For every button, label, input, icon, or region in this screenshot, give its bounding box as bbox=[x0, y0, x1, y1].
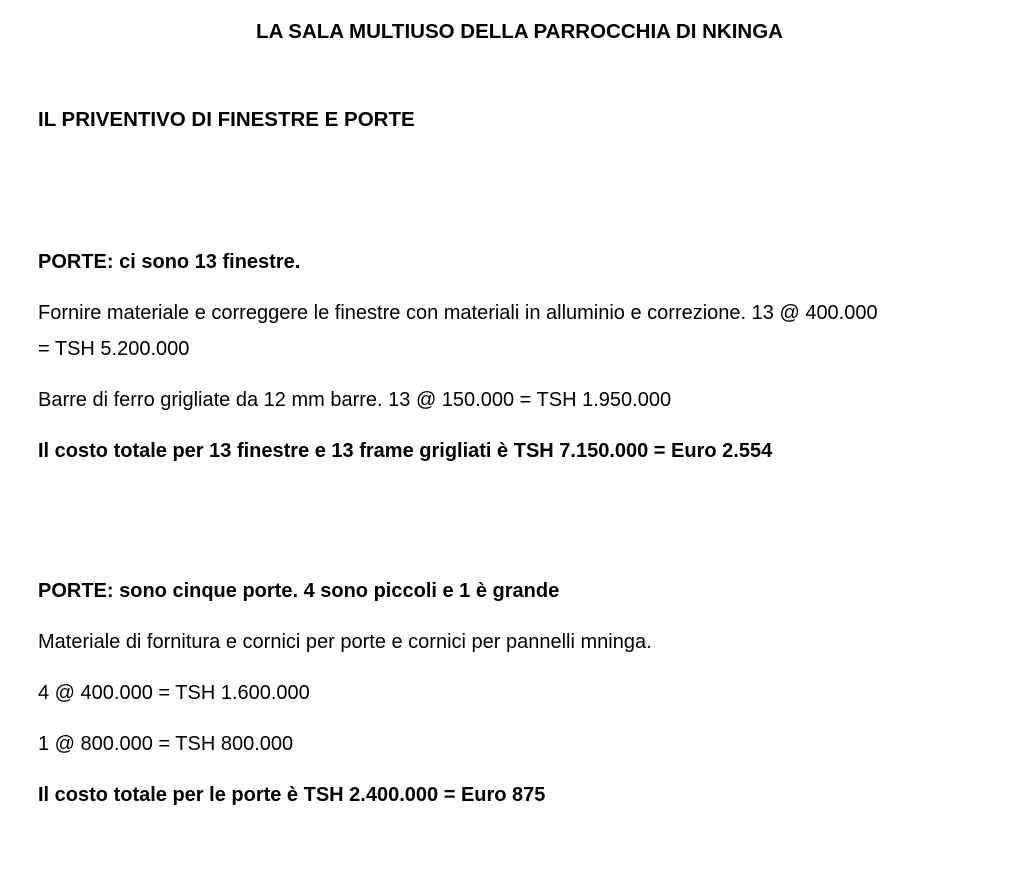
doors-section-heading: PORTE: sono cinque porte. 4 sono piccoli e 1 è grande bbox=[38, 580, 560, 602]
windows-total-line: Il costo totale per 13 finestre e 13 frame grigliati è TSH 7.150.000 = Euro 2.554 bbox=[38, 440, 773, 462]
windows-bars-paragraph: Barre di ferro grigliate da 12 mm barre. 13 @ 150.000 = TSH 1.950.000 bbox=[38, 389, 672, 411]
document-subtitle: IL PRIVENTIVO DI FINESTRE E PORTE bbox=[38, 108, 415, 131]
windows-section-heading: PORTE: ci sono 13 finestre. bbox=[38, 251, 301, 273]
doors-large-door-line: 1 @ 800.000 = TSH 800.000 bbox=[38, 733, 294, 755]
windows-supply-paragraph bbox=[38, 295, 1001, 367]
document-title: LA SALA MULTIUSO DELLA PARROCCHIA DI NKINGA bbox=[256, 20, 783, 43]
windows-supply-line-2: = TSH 5.200.000 bbox=[38, 338, 190, 360]
windows-supply-line-1: Fornire materiale e correggere le finestre con materiali in alluminio e correzione. 13 @ 400.000 bbox=[38, 302, 878, 324]
doors-materials-paragraph: Materiale di fornitura e cornici per porte e cornici per pannelli mninga. bbox=[38, 631, 652, 653]
doors-small-doors-line: 4 @ 400.000 = TSH 1.600.000 bbox=[38, 682, 310, 704]
doors-total-line: Il costo totale per le porte è TSH 2.400.000 = Euro 875 bbox=[38, 784, 546, 806]
